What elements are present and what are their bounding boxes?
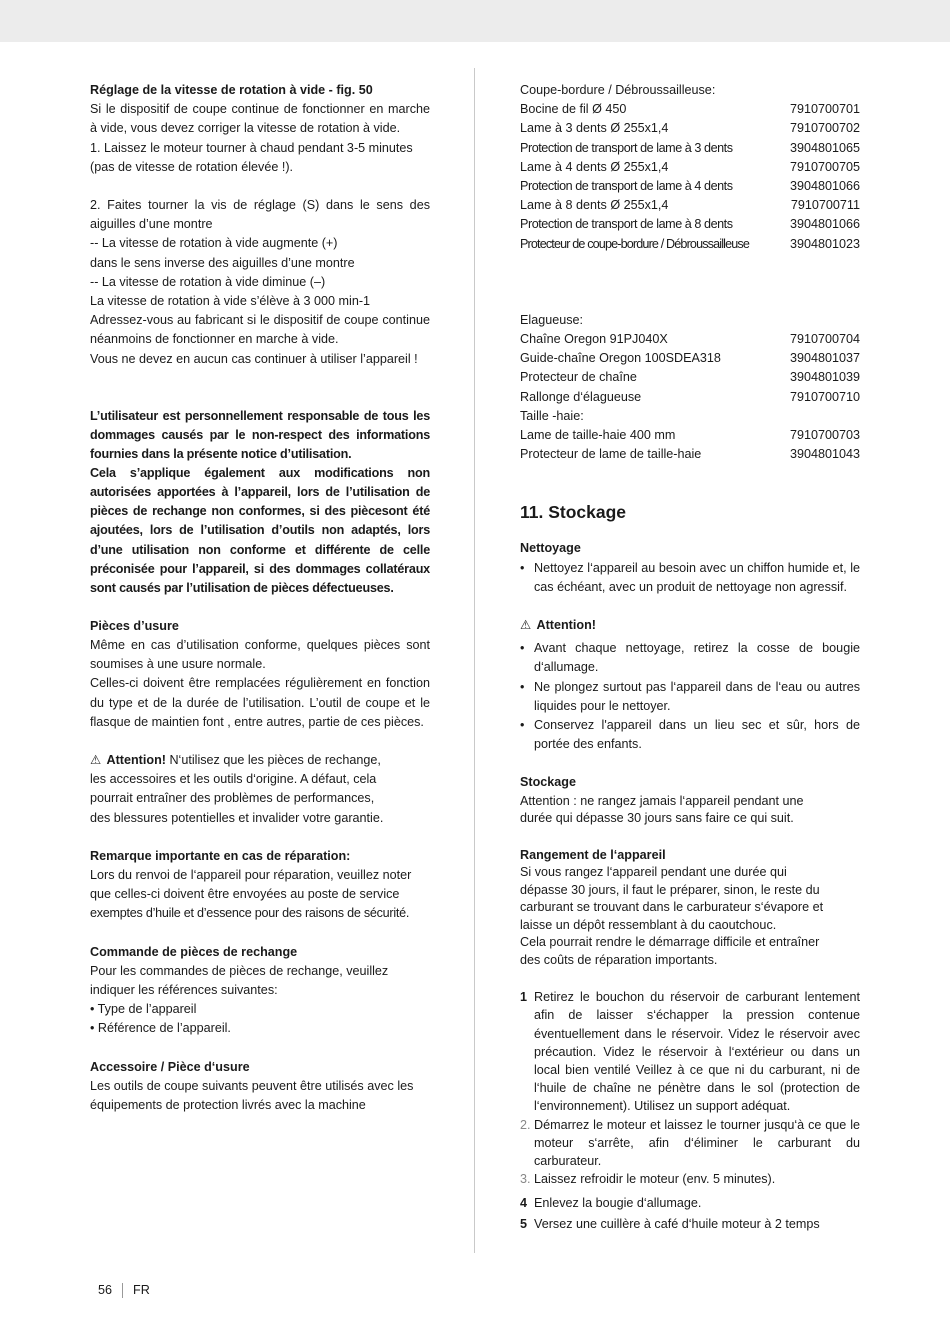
storage-title: Stockage xyxy=(520,775,576,790)
attention-text: N‘utilisez que les pièces de rechange, xyxy=(165,753,381,767)
part-ref: 3904801023 xyxy=(789,236,860,251)
step-text: Laissez refroidir le moteur (env. 5 minutes). xyxy=(534,1172,776,1187)
step-number: 1 xyxy=(520,990,528,1005)
list-item: • Conservez l'appareil dans un lieu sec et sûr, hors de portée des enfants. xyxy=(520,718,860,752)
part-ref: 7910700701 xyxy=(789,102,860,117)
part-name: Lame à 3 dents Ø 255x1,4 xyxy=(520,121,669,136)
idle-speed-step2: 2. Faites tourner la vis de réglage (S) dans le sens des aiguilles d’une montre xyxy=(90,198,430,232)
list-item-text: Avant chaque nettoyage, retirez la cosse de bougie d‘allumage. xyxy=(534,641,860,675)
list-item xyxy=(520,1116,860,1171)
list-item xyxy=(520,988,860,1115)
storage-line1: Attention : ne rangez jamais l‘appareil pendant une xyxy=(520,793,804,808)
hedge-group-title: Taille -haie: xyxy=(520,408,584,423)
table-row xyxy=(520,235,860,254)
part-ref: 3904801037 xyxy=(789,351,860,366)
putaway-line1: Si vous rangez l‘appareil pendant une durée qui xyxy=(520,865,787,880)
attention-line4: des blessures potentielles et invalider votre garantie. xyxy=(90,810,384,825)
table-row xyxy=(520,368,860,387)
wear-parts-p1: Même en cas d’utilisation conforme, quelques pièces sont soumises à une usure normale. xyxy=(90,637,430,672)
part-name: Protecteur de coupe-bordure / Débroussailleuse xyxy=(520,236,750,251)
step-text: Démarrez le moteur et laissez le tourner jusqu‘à ce que le moteur s‘arrête, afin d‘éliminer le carburant du carburateur. xyxy=(534,1117,860,1169)
attention-line3: pourrait entraîner des problèmes de performances, xyxy=(90,791,375,806)
warning-triangle-icon: ⚠ xyxy=(520,618,532,633)
liability-paragraph2: Cela s’applique également aux modifications non autorisées apportées à l’appareil, lors de l’utilisation de pièces de rechange non conformes, si des piècesont été ajoutées, lors de l’utilisation d’outils non adaptés, lors d’une utilisation non conforme et différente de celle préconisée pour l’appareil, si des dommages collatéraux sont causés par l’utilisation de pièces défectueuses. xyxy=(90,466,430,595)
idle-speed-title: Réglage de la vitesse de rotation à vide - fig. 50 xyxy=(90,83,373,97)
order-bullet1: • Type de l’appareil xyxy=(90,1002,197,1017)
list-item: • Nettoyez l‘appareil au besoin avec un chiffon humide et, le cas échéant, avec un produit de nettoyage non agressif. xyxy=(520,560,860,594)
warning-triangle-icon: ⚠ xyxy=(90,753,102,767)
table-row xyxy=(520,100,860,119)
left-column xyxy=(90,81,430,1115)
list-item: • Avant chaque nettoyage, retirez la cosse de bougie d‘allumage. xyxy=(520,641,860,675)
attention-notice xyxy=(90,751,430,770)
attention-label: Attention! xyxy=(106,753,166,767)
trimmer-group-title: Coupe-bordure / Débroussailleuse: xyxy=(520,83,716,97)
idle-speed-line2: dans le sens inverse des aiguilles d’une montre xyxy=(90,255,355,270)
part-name: Protecteur de lame de taille-haie xyxy=(520,447,702,462)
repair-line3: exemptes d’huile et d’essence pour des raisons de sécurité. xyxy=(90,906,410,921)
table-row xyxy=(520,349,860,368)
trimmer-parts-table xyxy=(520,100,860,254)
list-item-text: Nettoyez l‘appareil au besoin avec un chiffon humide et, le cas échéant, avec un produit de nettoyage non agressif. xyxy=(534,560,860,594)
part-ref: 7910700705 xyxy=(789,159,860,174)
step-text: Retirez le bouchon du réservoir de carburant lentement afin de laisser s‘échapper la pression contenue éventuellement dans le réservoir. Videz le réservoir avec précaution. Videz le réservoir à l‘extérieur ou dans un local bien ventilé Veillez à ce que ni du carburant, ni de l‘huile de chaîne ne pénètre dans le sol (protection de l‘environnement). Utilisez un support adéquat. xyxy=(534,990,860,1114)
top-band xyxy=(0,0,950,42)
table-row xyxy=(520,445,860,464)
putaway-steps xyxy=(520,988,860,1233)
idle-speed-step1: 1. Laissez le moteur tourner à chaud pendant 3-5 minutes xyxy=(90,140,413,155)
part-ref: 3904801066 xyxy=(789,179,860,194)
step-number: 4 xyxy=(520,1196,528,1211)
step-number: 3. xyxy=(520,1172,531,1187)
step-number: 2. xyxy=(520,1117,531,1132)
table-row xyxy=(520,119,860,138)
idle-speed-line1: -- La vitesse de rotation à vide augmente (+) xyxy=(90,236,338,251)
idle-speed-warning: Vous ne devez en aucun cas continuer à utiliser l’appareil ! xyxy=(90,351,418,366)
step-text: Versez une cuillère à café d‘huile moteur à 2 temps xyxy=(534,1216,820,1231)
repair-line2: que celles-ci doivent être envoyées au poste de service xyxy=(90,887,400,902)
part-ref: 7910700710 xyxy=(789,389,860,404)
order-bullet2: • Référence de l’appareil. xyxy=(90,1021,231,1036)
step-text: Enlevez la bougie d‘allumage. xyxy=(534,1196,702,1211)
wear-parts-p2: Celles-ci doivent être remplacées régulièrement en fonction du type et de la durée de l’utilisation. L’outil de coupe et le flasque de maintien font , entre autres, partie de ces pièces. xyxy=(90,676,430,729)
part-ref: 7910700711 xyxy=(790,198,860,213)
repair-title: Remarque importante en cas de réparation: xyxy=(90,848,351,863)
right-column xyxy=(520,81,860,1233)
pruner-group-title: Elagueuse: xyxy=(520,312,584,327)
putaway-line2: dépasse 30 jours, il faut le préparer, sinon, le reste du xyxy=(520,882,820,897)
part-ref: 3904801065 xyxy=(789,140,860,155)
accessory-title: Accessoire / Pièce d‘usure xyxy=(90,1059,250,1074)
list-item xyxy=(520,1215,860,1233)
accessory-line1: Les outils de coupe suivants peuvent être utilisés avec les xyxy=(90,1078,414,1093)
language-code: FR xyxy=(133,1283,150,1297)
cleaning-list xyxy=(520,559,860,597)
part-name: Chaîne Oregon 91PJ040X xyxy=(520,332,668,347)
table-row xyxy=(520,158,860,177)
part-name: Rallonge d‘élagueuse xyxy=(520,389,642,404)
table-row xyxy=(520,330,860,349)
part-name: Protecteur de chaîne xyxy=(520,370,637,385)
storage-heading: 11. Stockage xyxy=(520,502,627,523)
list-item xyxy=(520,1170,860,1188)
cleaning-title: Nettoyage xyxy=(520,541,581,556)
wear-parts-title: Pièces d’usure xyxy=(90,618,179,633)
attention-notice-2 xyxy=(520,616,860,635)
part-ref: 3904801066 xyxy=(789,217,860,232)
list-item xyxy=(520,1194,860,1212)
putaway-line6: des coûts de réparation importants. xyxy=(520,952,718,967)
idle-speed-line3: -- La vitesse de rotation à vide diminue (–) xyxy=(90,274,326,289)
part-name: Bocine de fil Ø 450 xyxy=(520,102,627,117)
part-name: Protection de transport de lame à 3 dents xyxy=(520,140,733,155)
putaway-line4: laisse un dépôt ressemblant à du caoutchouc. xyxy=(520,917,777,932)
part-name: Lame à 4 dents Ø 255x1,4 xyxy=(520,159,669,174)
idle-speed-step1-note: (pas de vitesse de rotation élevée !). xyxy=(90,159,294,174)
order-title: Commande de pièces de rechange xyxy=(90,944,298,959)
column-divider xyxy=(474,68,475,1253)
order-line2: indiquer les références suivantes: xyxy=(90,983,278,998)
pruner-parts-table xyxy=(520,330,860,407)
part-ref: 7910700704 xyxy=(789,332,860,347)
list-item-text: Conservez l'appareil dans un lieu sec et sûr, hors de portée des enfants. xyxy=(534,718,860,752)
idle-speed-contact: Adressez-vous au fabricant si le dispositif de coupe continue néanmoins de fonctionner en marche à vide. xyxy=(90,313,430,347)
part-name: Lame à 8 dents Ø 255x1,4 xyxy=(520,198,669,213)
table-row xyxy=(520,177,860,196)
idle-speed-intro: Si le dispositif de coupe continue de fonctionner en marche à vide, vous devez corriger la vitesse de rotation à vide. xyxy=(90,102,430,136)
table-row xyxy=(520,426,860,445)
attention-list xyxy=(520,639,860,754)
table-row xyxy=(520,215,860,234)
attention-line2: les accessoires et les outils d‘origine. A défaut, cela xyxy=(90,772,377,787)
page-number: 56 xyxy=(98,1283,113,1297)
table-row xyxy=(520,139,860,158)
repair-line1: Lors du renvoi de l‘appareil pour réparation, veuillez noter xyxy=(90,868,412,883)
part-ref: 7910700702 xyxy=(789,121,860,136)
part-name: Protection de transport de lame à 4 dents xyxy=(520,179,733,194)
liability-paragraph1: L’utilisateur est personnellement responsable de tous les dommages causés par le non-respect des informations fournies dans la présente notice d’utilisation. xyxy=(90,408,430,462)
table-row xyxy=(520,388,860,407)
idle-speed-line4: La vitesse de rotation à vide s’élève à 3 000 min-1 xyxy=(90,294,371,309)
hedge-parts-table xyxy=(520,426,860,464)
putaway-title: Rangement de l‘appareil xyxy=(520,847,666,862)
list-item-text: Ne plongez surtout pas l‘appareil dans de l‘eau ou autres liquides pour le nettoyer. xyxy=(534,679,860,713)
list-item: • Ne plongez surtout pas l‘appareil dans de l‘eau ou autres liquides pour le nettoyer. xyxy=(520,679,860,713)
part-name: Lame de taille-haie 400 mm xyxy=(520,428,676,443)
part-name: Protection de transport de lame à 8 dents xyxy=(520,217,733,232)
putaway-line3: carburant se trouvant dans le carburateur s‘évapore et xyxy=(520,900,824,915)
footer-separator xyxy=(122,1283,123,1298)
part-ref: 3904801043 xyxy=(789,447,860,462)
accessory-line2: équipements de protection livrés avec la machine xyxy=(90,1098,366,1113)
table-row xyxy=(520,196,860,215)
attention-label-2: Attention! xyxy=(536,618,596,633)
storage-line2: durée qui dépasse 30 jours sans faire ce qui suit. xyxy=(520,811,794,826)
page-footer xyxy=(98,1283,150,1298)
order-line1: Pour les commandes de pièces de rechange, veuillez xyxy=(90,963,389,978)
part-name: Guide-chaîne Oregon 100SDEA318 xyxy=(520,351,721,366)
part-ref: 7910700703 xyxy=(789,428,860,443)
part-ref: 3904801039 xyxy=(789,370,860,385)
step-number: 5 xyxy=(520,1216,528,1231)
putaway-line5: Cela pourrait rendre le démarrage difficile et entraîner xyxy=(520,935,820,950)
